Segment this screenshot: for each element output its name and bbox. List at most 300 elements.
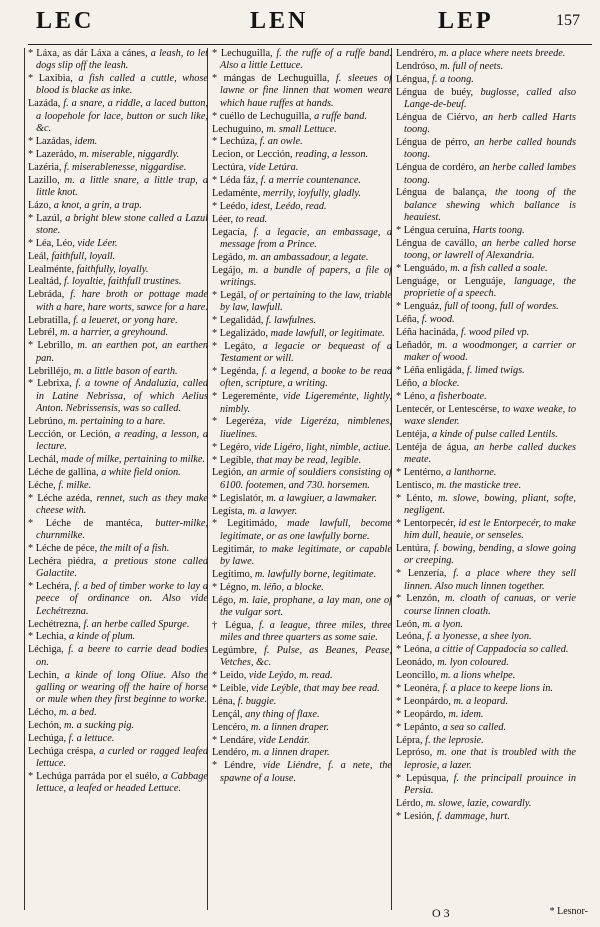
dictionary-entry xyxy=(212,518,392,543)
entry-definition: m. an earthen pot, an earthen pan. xyxy=(36,340,208,364)
entry-headword: * Lechuguilla, xyxy=(212,48,273,59)
entry-definition: m. a lawyer. xyxy=(247,505,298,517)
dictionary-entry xyxy=(28,454,208,466)
dictionary-entry xyxy=(28,644,208,669)
entry-definition: a lanthorne. xyxy=(446,466,497,478)
running-head xyxy=(28,8,586,42)
entry-headword: * Léngua ceruína, xyxy=(396,224,471,236)
dictionary-entry xyxy=(28,48,208,73)
entry-headword: * Lazádas, xyxy=(28,135,73,147)
entry-headword: Lazáda, xyxy=(28,98,61,110)
entry-definition: f. a lettuce. xyxy=(68,732,115,744)
entry-headword: * Léche de mantéca, xyxy=(28,517,143,529)
entry-headword: * Legáto, xyxy=(212,340,256,352)
dictionary-entry xyxy=(28,264,208,276)
entry-headword: Lendéro, xyxy=(212,747,249,759)
entry-definition: m. a bed. xyxy=(58,707,97,719)
guide-word-right: LEP xyxy=(438,8,494,34)
entry-definition: an herb called Harts toong. xyxy=(404,111,576,136)
dictionary-entry xyxy=(212,416,392,441)
entry-definition: m. a little snare, a little trap, a little knot. xyxy=(36,174,208,198)
dictionary-entry xyxy=(212,493,392,505)
entry-headword: Léna, xyxy=(212,695,236,707)
entry-headword: Lechúga créspa, xyxy=(28,745,96,757)
entry-headword: Leñadór, xyxy=(396,339,433,351)
entry-headword: * cuéllo de Lechuguilla, xyxy=(212,110,312,122)
dictionary-entry xyxy=(212,595,392,620)
entry-definition: an herbe called lambes toong. xyxy=(404,162,576,186)
entry-headword: * Legál, xyxy=(212,289,247,301)
entry-headword: * Léche azéda, xyxy=(28,492,93,504)
entry-definition: m. idem. xyxy=(448,708,484,720)
dictionary-entry xyxy=(28,720,208,732)
entry-definition: m. a fish called a soale. xyxy=(450,262,548,274)
entry-definition: vide Lendár. xyxy=(258,734,310,746)
entry-definition: vide Ligéro, light, nimble, actiue. xyxy=(254,441,391,453)
entry-definition: f. a place to keepe lions in. xyxy=(442,683,553,695)
dictionary-entry xyxy=(28,213,208,238)
dictionary-entry xyxy=(28,543,208,555)
dictionary-entry xyxy=(212,544,392,569)
entry-headword: Lentisco, xyxy=(396,479,435,491)
entry-headword: * Léda fáz, xyxy=(212,175,259,187)
entry-headword: Légo, xyxy=(212,594,236,606)
dictionary-entry xyxy=(396,238,576,263)
entry-definition: rennet, such as they make cheese with. xyxy=(36,492,208,516)
entry-headword: Lechuguino, xyxy=(212,123,264,135)
entry-headword: Léngua de cavállo, xyxy=(396,237,478,249)
dictionary-entry xyxy=(28,340,208,365)
dictionary-entry xyxy=(212,645,392,670)
entry-definition: f. a legend, a booke to be read often, scripture, a writing. xyxy=(220,366,392,390)
entry-definition: f. bowing, bending, a slowe going or creeping. xyxy=(404,543,576,567)
dictionary-entry xyxy=(28,175,208,200)
entry-definition: f. wood piled vp. xyxy=(460,326,530,338)
entry-definition: Harts toong. xyxy=(472,224,525,236)
dictionary-entry xyxy=(28,746,208,771)
entry-definition: an armie of souldiers consisting of 6100. footemen, and 730. horsemen. xyxy=(220,467,392,491)
entry-definition: a white field onion. xyxy=(101,466,181,478)
entry-definition: f. loyaltie, faithfull trustines. xyxy=(64,276,182,288)
entry-headword: Lebrél, xyxy=(28,327,58,339)
entry-definition: an herbe called duckes meate. xyxy=(404,441,576,465)
dictionary-entry xyxy=(212,73,392,110)
entry-headword: * Lechia, xyxy=(28,631,67,643)
entry-definition: vide Leýble, that may bee read. xyxy=(251,683,380,695)
entry-definition: vide Letúra. xyxy=(248,162,299,174)
entry-headword: Leóna, xyxy=(396,631,425,643)
column-1 xyxy=(28,48,208,908)
entry-headword: * Léña enligáda, xyxy=(396,364,465,376)
dictionary-entry xyxy=(212,149,392,161)
entry-definition: of or pertaining to the law, triable by law, lawfull. xyxy=(220,289,392,314)
entry-headword: Lectúra, xyxy=(212,162,247,174)
dictionary-entry xyxy=(212,188,392,200)
dictionary-entry xyxy=(212,227,392,252)
entry-headword: * Legéro, xyxy=(212,441,252,453)
signature-mark: O 3 xyxy=(432,906,450,920)
entry-headword: * Leédo, xyxy=(212,200,249,212)
entry-headword: * Láxa, as dár Láxa a cánes, xyxy=(28,48,148,59)
entry-definition: idest, Leédo, read. xyxy=(250,200,327,212)
entry-headword: Lebráda, xyxy=(28,289,65,301)
entry-headword: Legítimo, xyxy=(212,568,253,580)
entry-headword: Lépra, xyxy=(396,734,423,746)
dictionary-entry xyxy=(28,429,208,454)
entry-definition: butter-milke, churnmilke. xyxy=(36,517,208,542)
entry-definition: a sea so called. xyxy=(442,721,507,733)
dictionary-entry xyxy=(396,709,576,721)
entry-definition: made of milke, pertaining to milke. xyxy=(61,453,206,465)
entry-definition: the toong of the balance shewing which ballance is heauiest. xyxy=(404,187,576,224)
dictionary-entry xyxy=(212,111,392,123)
dictionary-entry xyxy=(28,493,208,518)
entry-headword: * Léche de péce, xyxy=(28,543,98,555)
dictionary-entry xyxy=(28,315,208,327)
entry-headword: Léño, xyxy=(396,377,420,389)
entry-definition: m. full of neets. xyxy=(440,60,504,72)
dictionary-entry xyxy=(28,98,208,135)
entry-headword: * Lenzón, xyxy=(396,593,440,605)
entry-definition: a Cabbage lettuce, a leafed or headed Lettuce. xyxy=(36,770,208,795)
entry-definition: any thing of flaxe. xyxy=(245,708,320,720)
dictionary-entry xyxy=(212,201,392,213)
entry-definition: faithfull, loyall. xyxy=(51,250,116,262)
dictionary-entry xyxy=(396,696,576,708)
entry-definition: m. a harrier, a greyhound. xyxy=(60,327,169,339)
dictionary-entry xyxy=(212,290,392,315)
entry-definition: made lawfull, become legitimate, or as one lawfully borne. xyxy=(220,518,392,542)
entry-definition: a kinde of plum. xyxy=(68,631,136,643)
dictionary-entry xyxy=(396,722,576,734)
dictionary-entry xyxy=(28,327,208,339)
entry-headword: Léngua de balança, xyxy=(396,187,487,199)
dictionary-entry xyxy=(28,162,208,174)
entry-definition: reading, a lesson. xyxy=(295,149,369,161)
entry-definition: a ruffe band. xyxy=(314,110,367,122)
dictionary-entry xyxy=(396,429,576,441)
entry-headword: * Legitimádo, xyxy=(212,518,278,530)
entry-headword: * Legeréza, xyxy=(212,416,267,428)
entry-headword: Lechúga, xyxy=(28,732,67,744)
dictionary-entry xyxy=(28,619,208,631)
dictionary-entry xyxy=(396,811,576,823)
entry-definition: f. the principall prouince in Persia. xyxy=(404,772,576,796)
dictionary-entry xyxy=(212,506,392,518)
dictionary-entry xyxy=(396,404,576,429)
dictionary-entry xyxy=(212,265,392,290)
dictionary-entry xyxy=(212,620,392,645)
dictionary-entry xyxy=(396,747,576,772)
entry-headword: Lencéro, xyxy=(212,721,249,733)
entry-definition: f. dammage, hurt. xyxy=(436,810,510,822)
entry-definition: made lawfull, or legitimate. xyxy=(270,328,385,340)
entry-headword: * Lentérno, xyxy=(396,466,444,478)
entry-headword: * Legalidád, xyxy=(212,315,264,327)
entry-definition: vide Ligeréza, nimblenes, liuelines. xyxy=(220,416,392,440)
dictionary-entry xyxy=(396,327,576,339)
entry-definition: buglosse, called also Lange-de-beuf. xyxy=(404,86,576,110)
guide-word-left: LEC xyxy=(36,8,95,34)
entry-headword: Lección, or Leción, xyxy=(28,428,112,440)
entry-headword: Lentéja de água, xyxy=(396,441,469,453)
entry-headword: * Leopárdo, xyxy=(396,708,446,720)
entry-definition: f. milke. xyxy=(58,479,92,491)
dictionary-entry xyxy=(396,518,576,543)
dictionary-entry xyxy=(396,480,576,492)
dictionary-entry xyxy=(396,137,576,162)
entry-definition: to read. xyxy=(235,213,268,225)
column-rule xyxy=(24,48,25,910)
entry-headword: Léer, xyxy=(212,213,234,225)
page-number: 157 xyxy=(556,12,580,29)
dictionary-entry xyxy=(396,187,576,224)
dictionary-entry xyxy=(28,200,208,212)
entry-headword: Ledaménte, xyxy=(212,188,261,200)
dictionary-entry xyxy=(212,709,392,721)
dictionary-entry xyxy=(212,366,392,391)
column-2 xyxy=(212,48,392,908)
dictionary-entry xyxy=(396,773,576,798)
entry-headword: Léche de gallina, xyxy=(28,466,99,478)
entry-definition: m. a leopard. xyxy=(453,695,509,707)
entry-headword: * Léndre, xyxy=(212,760,256,772)
entry-headword: Léche, xyxy=(28,479,56,491)
entry-definition: a bright blew stone called a Lazul stone. xyxy=(36,212,208,236)
entry-definition: f. a place where they sell linnen. Also much linnen together. xyxy=(404,568,576,592)
dictionary-entry xyxy=(28,480,208,492)
entry-headword: * Lepúsqua, xyxy=(396,772,449,784)
entry-definition: a pretious stone called Galactite. xyxy=(36,555,208,580)
entry-definition: f. buggie. xyxy=(237,695,277,707)
entry-definition: m. a linnen draper. xyxy=(250,721,329,733)
dictionary-entry xyxy=(396,670,576,682)
entry-definition: full of toong, full of wordes. xyxy=(444,301,559,313)
dictionary-entry xyxy=(212,175,392,187)
dictionary-entry xyxy=(212,315,392,327)
dictionary-entry xyxy=(212,467,392,492)
entry-headword: Lebratilla, xyxy=(28,314,71,326)
dictionary-entry xyxy=(212,391,392,416)
entry-definition: f. a leueret, or yong hare. xyxy=(73,314,178,326)
entry-definition: m. a little bason of earth. xyxy=(73,365,178,377)
dictionary-entry xyxy=(396,314,576,326)
entry-definition: m. slowe, bowing, pliant, softe, negligent. xyxy=(404,492,576,516)
entry-definition: vide Liéndre, f. a nete, the spawne of a louse. xyxy=(220,760,392,784)
entry-headword: Lechéra piédra, xyxy=(28,555,97,567)
entry-definition: faithfully, loyally. xyxy=(76,263,149,275)
dictionary-entry xyxy=(28,707,208,719)
dictionary-entry xyxy=(28,771,208,796)
entry-headword: Lécho, xyxy=(28,707,57,719)
dictionary-entry xyxy=(396,87,576,112)
entry-headword: * Lesión, xyxy=(396,810,435,822)
entry-headword: Léchiga, xyxy=(28,644,64,656)
dictionary-entry xyxy=(28,670,208,707)
entry-headword: Lealtád, xyxy=(28,276,62,288)
entry-definition: f. miserablenesse, niggardise. xyxy=(64,161,187,173)
dictionary-entry xyxy=(396,301,576,313)
entry-definition: m. pertaining to a hare. xyxy=(68,415,166,427)
dictionary-entry xyxy=(212,455,392,467)
entry-definition: that may be read, legible. xyxy=(256,454,362,466)
dictionary-entry xyxy=(396,48,576,60)
entry-headword: * Leíble, xyxy=(212,683,249,695)
dictionary-entry xyxy=(396,593,576,618)
entry-headword: Lentecér, or Lentescérse, xyxy=(396,403,500,415)
entry-definition: a cittie of Cappadocia so called. xyxy=(434,644,569,656)
entry-definition: m. léño, a blocke. xyxy=(251,581,324,593)
entry-definition: a reading, a lesson, a lecture. xyxy=(36,428,208,453)
entry-headword: Léngua de pérro, xyxy=(396,137,470,149)
entry-definition: language, the proprietie of a speech. xyxy=(404,275,576,300)
entry-definition: a fish called a cuttle, whose blood is blacke as inke. xyxy=(36,73,208,97)
entry-definition: m. a lawgiuer, a lawmaker. xyxy=(266,492,377,504)
dictionary-entry xyxy=(396,619,576,631)
entry-definition: f. a bed of timber worke to lay a peece of ordinance on. Also vide Lechétrezna. xyxy=(36,581,208,617)
entry-headword: * Legénda, xyxy=(212,366,259,378)
entry-headword: Lençál, xyxy=(212,708,243,720)
entry-headword: * Lechúga parráda por el suélo, xyxy=(28,770,160,782)
entry-definition: vide Ligereménte, lightly, nimbly. xyxy=(220,391,392,415)
entry-definition: m. laie, prophane, a lay man, one of the vulgar sort. xyxy=(220,594,392,618)
entry-definition: m. small Lettuce. xyxy=(266,123,337,135)
entry-headword: Leonádo, xyxy=(396,657,435,669)
dictionary-entry xyxy=(212,124,392,136)
entry-definition: f. limed twigs. xyxy=(466,364,525,376)
entry-definition: m. a bundle of papers, a file of writings. xyxy=(220,264,392,289)
entry-headword: Leoncillo, xyxy=(396,670,439,682)
entry-headword: * Laxibia, xyxy=(28,73,73,85)
entry-headword: Lérdo, xyxy=(396,797,424,809)
entry-definition: f. a merrie countenance. xyxy=(260,175,361,187)
entry-headword: Lebrúno, xyxy=(28,415,66,427)
entry-definition: m. lawfully borne, legitimate. xyxy=(254,568,377,580)
dictionary-entry xyxy=(28,556,208,581)
entry-definition: m. an ambassadour, a legate. xyxy=(248,251,369,263)
entry-headword: Legión, xyxy=(212,467,244,479)
dictionary-entry xyxy=(396,798,576,810)
entry-definition: a knot, a grin, a trap. xyxy=(53,199,142,211)
entry-headword: Lepróso, xyxy=(396,747,433,759)
dictionary-entry xyxy=(396,112,576,137)
entry-definition: idem. xyxy=(74,135,98,147)
dictionary-entry xyxy=(212,214,392,226)
entry-definition: a legacie or bequeast of a Testament or will. xyxy=(220,340,392,365)
entry-headword: Legádo, xyxy=(212,251,246,263)
dictionary-entry xyxy=(28,149,208,161)
entry-definition: f. the ruffe of a ruffe band. Also a little Lettuce. xyxy=(220,48,392,72)
entry-headword: Lentéja, xyxy=(396,428,430,440)
entry-definition: f. sleeues of lawne or fine linnen that women weare which haue ruffes at hands. xyxy=(220,73,392,109)
entry-headword: Legúmbre, xyxy=(212,644,257,656)
entry-definition: f. an owle. xyxy=(259,136,303,148)
entry-definition: f. a towne of Andaluzia, called in Latine Nebrissa, of which Aelius Anton. Nebrissensis, was so called. xyxy=(36,378,208,414)
entry-definition: a curled or ragged leafed lettuce. xyxy=(36,745,208,769)
dictionary-entry xyxy=(396,644,576,656)
entry-headword: Lendróso, xyxy=(396,60,438,72)
entry-headword: Legájo, xyxy=(212,264,244,276)
dictionary-entry xyxy=(28,73,208,98)
entry-definition: f. a lyonesse, a shee lyon. xyxy=(426,631,532,643)
entry-headword: * Leóna, xyxy=(396,644,433,656)
entry-headword: * Lebrixa, xyxy=(28,378,72,390)
entry-definition: an herbe called horse toong, or lawrell of Alexandria. xyxy=(404,237,576,262)
dictionary-entry xyxy=(212,162,392,174)
entry-definition: m. a place where neets breede. xyxy=(438,48,566,59)
dictionary-entry xyxy=(212,582,392,594)
entry-definition: f. hare broth or pottage made with a hare, hare worts, sawce for a hare. xyxy=(36,289,208,313)
entry-definition: f. a snare, a riddle, a laced button, a loopehole for lace, button or such like, &c. xyxy=(36,98,208,134)
entry-headword: * Leido, xyxy=(212,670,247,682)
entry-headword: Lechin, xyxy=(28,669,60,681)
dictionary-entry xyxy=(28,136,208,148)
entry-headword: Léña, xyxy=(396,313,420,325)
entry-definition: id est le Entorpecér, to make him dull, heauie, or senseles. xyxy=(404,517,576,542)
entry-definition: vide Léer. xyxy=(77,237,118,249)
dictionary-entry xyxy=(396,263,576,275)
entry-headword: Léngua de cordéro, xyxy=(396,162,477,174)
entry-headword: Lazillo, xyxy=(28,174,60,186)
dictionary-entry xyxy=(28,581,208,618)
entry-headword: Lealménte, xyxy=(28,263,75,275)
entry-headword: * Legislatór, xyxy=(212,492,264,504)
entry-headword: Lechón, xyxy=(28,719,62,731)
column-3 xyxy=(396,48,576,908)
entry-definition: m. a sucking pig. xyxy=(64,719,135,731)
entry-definition: a leash, to let dogs slip off the leash. xyxy=(36,48,208,72)
entry-headword: * Lénto, xyxy=(396,492,433,504)
dictionary-entry xyxy=(396,225,576,237)
entry-headword: * Leonéra, xyxy=(396,683,441,695)
dictionary-entry xyxy=(396,61,576,73)
entry-headword: * Lenguáz, xyxy=(396,301,442,313)
entry-headword: * Lazúl, xyxy=(28,212,63,224)
entry-headword: Léngua de buéy, xyxy=(396,86,474,98)
entry-headword: Legacía, xyxy=(212,226,248,238)
dictionary-entry xyxy=(396,631,576,643)
entry-definition: f. the leprosie. xyxy=(425,734,484,746)
dictionary-entry xyxy=(396,493,576,518)
entry-definition: f. a beere to carrie dead bodies on. xyxy=(36,644,208,668)
entry-definition: m. a lyon. xyxy=(422,618,463,630)
entry-headword: * Legíble, xyxy=(212,454,254,466)
dictionary-entry xyxy=(28,238,208,250)
dictionary-entry xyxy=(28,378,208,415)
entry-headword: Lecion, or Lección, xyxy=(212,149,293,161)
entry-definition: a fisherboate. xyxy=(430,390,487,402)
dictionary-entry xyxy=(28,366,208,378)
entry-headword: * Leonpárdo, xyxy=(396,695,451,707)
entry-definition: m. cloath of canuas, or verie course linnen cloath. xyxy=(404,593,576,617)
dictionary-entry xyxy=(396,340,576,365)
entry-headword: Lechál, xyxy=(28,453,59,465)
page-footer xyxy=(396,906,592,922)
header-rule xyxy=(28,44,592,45)
dictionary-entry xyxy=(396,74,576,86)
entry-headword: * Legalizádo, xyxy=(212,328,269,340)
entry-headword: † Légua, xyxy=(212,619,254,631)
entry-definition: m. one that is troubled with the leprosie, a lazer. xyxy=(404,747,576,771)
entry-headword: Lendréro, xyxy=(396,48,437,59)
entry-definition: f. lawfulnes. xyxy=(266,315,317,327)
entry-headword: * Léa, Léo, xyxy=(28,237,75,249)
entry-headword: * Lazerádo, xyxy=(28,148,77,160)
entry-headword: Lechétrezna, xyxy=(28,618,81,630)
entry-definition: f. Pulse, as Beanes, Pease, Vetches, &c. xyxy=(220,644,392,669)
dictionary-entry xyxy=(396,378,576,390)
entry-headword: Legísta, xyxy=(212,505,245,517)
